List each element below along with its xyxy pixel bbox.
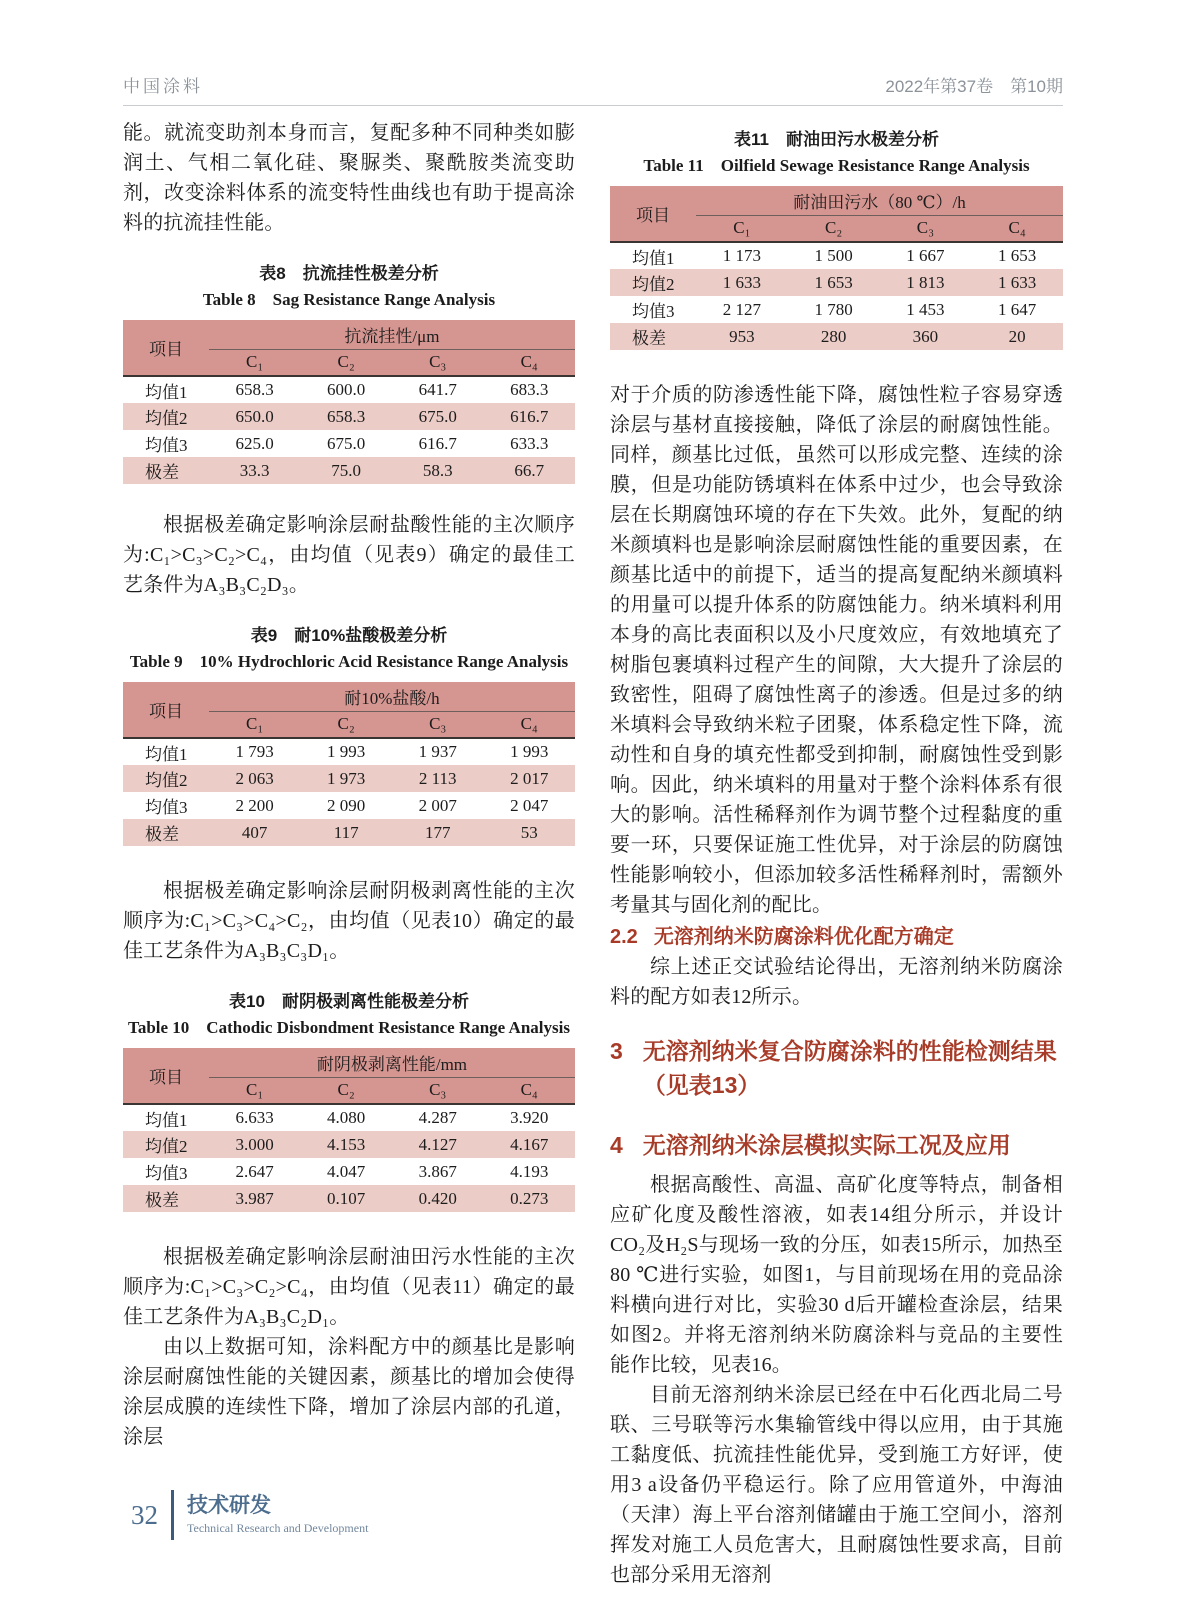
cell-value: 4.153 xyxy=(327,1134,366,1154)
cell-value: 1 653 xyxy=(998,246,1037,265)
column-header-span: 耐油田污水（80 ℃）/h xyxy=(696,186,1063,215)
cell-value: 4.167 xyxy=(510,1134,549,1154)
cell-value: 1 993 xyxy=(510,742,549,761)
cell-value: 280 xyxy=(820,326,847,346)
table10-block xyxy=(123,988,575,1212)
cell-value: 2 017 xyxy=(510,768,549,788)
table-row xyxy=(123,765,575,792)
cell-value: 1 793 xyxy=(235,742,274,761)
table-row xyxy=(123,819,575,846)
footer-section-cn: 技术研发 xyxy=(187,1494,271,1517)
section-title: 无溶剂纳米涂层模拟实际工况及应用 xyxy=(642,1132,1011,1158)
paragraph-section-4-b: 目前无溶剂纳米涂层已经在中石化西北局二号联、三号联等污水集输管线中得以应用，由于其施工黏度低、抗流挂性能优异，受到施工方好评，使用3 a设备仍平稳运行。除了应用管道外，中海油（天津）海上平台溶剂储罐由于施工空间小，溶剂挥发对施工人员危害大，且耐腐蚀性要求高，目前也部分采用无溶剂 xyxy=(610,1384,1063,1586)
cell-value: 2 113 xyxy=(418,768,457,788)
cell-value: 2 127 xyxy=(722,299,762,319)
column-header-c1: C₁ xyxy=(696,215,788,242)
table11-caption-cn: 表11 耐油田污水极差分析 xyxy=(734,130,939,149)
cell-value: 2 047 xyxy=(510,795,549,815)
section-number: 4 xyxy=(610,1132,623,1158)
cell-value: 658.3 xyxy=(327,406,366,426)
cell-value: 1 633 xyxy=(722,272,762,292)
cell-value: 658.3 xyxy=(235,380,274,399)
section-number: 3 xyxy=(610,1038,623,1064)
table9 xyxy=(123,682,575,846)
table-row xyxy=(123,403,575,430)
paragraph-after-table8: 根据极差确定影响涂层耐盐酸性能的主次顺序为:C₁>C₃>C₂>C₄，由均值（见表9）确定的最佳工艺条件为A₃B₃C₂D₃。 xyxy=(123,514,575,596)
paragraph-after-table9: 根据极差确定影响涂层耐阴极剥离性能的主次顺序为:C₁>C₃>C₄>C₂，由均值（见表10）确定的最佳工艺条件为A₃B₃C₃D₁。 xyxy=(123,880,575,962)
cell-value: 407 xyxy=(241,822,268,842)
cell-value: 675.0 xyxy=(418,406,457,426)
paragraph-conclusion: 由以上数据可知，涂料配方中的颜基比是影响涂层耐腐蚀性能的关键因素，颜基比的增加会使得涂层成膜的连续性下降，增加了涂层内部的孔道，涂层 xyxy=(123,1336,575,1448)
column-header-c4: C₄ xyxy=(971,215,1063,242)
table-row xyxy=(123,1185,575,1212)
table9-caption xyxy=(123,622,575,675)
footer-divider xyxy=(171,1490,174,1540)
cell-value: 600.0 xyxy=(327,380,366,399)
cell-value: 0.273 xyxy=(510,1188,549,1208)
column-header-c4: C₄ xyxy=(483,349,575,376)
column-header-c2: C₂ xyxy=(300,349,392,376)
table-row xyxy=(123,1104,575,1131)
paragraph-intro: 能。就流变助剂本身而言，复配多种不同种类如膨润土、气相二氧化硅、聚脲类、聚酰胺类流变助剂，改变涂料体系的流变特性曲线也有助于提高涂料的抗流挂性能。 xyxy=(123,122,575,234)
paragraph-after-table10: 根据极差确定影响涂层耐油田污水性能的主次顺序为:C₁>C₃>C₂>C₄，由均值（见表11）确定的最佳工艺条件为A₃B₃C₂D₁。 xyxy=(123,1246,575,1328)
cell-value: 117 xyxy=(333,822,359,842)
table10-caption xyxy=(123,988,575,1041)
table-row xyxy=(610,242,1063,269)
cell-value: 641.7 xyxy=(418,380,457,399)
cell-value: 2 090 xyxy=(327,795,366,815)
column-header-c3: C₃ xyxy=(880,215,972,242)
cell-value: 616.7 xyxy=(510,406,549,426)
table-row xyxy=(123,1158,575,1185)
column-header-span: 耐阴极剥离性能/mm xyxy=(209,1048,575,1077)
journal-name: 中国涂料 xyxy=(123,77,203,96)
column-header-c2: C₂ xyxy=(300,711,392,738)
cell-value: 1 653 xyxy=(814,272,853,292)
right-column xyxy=(610,118,1063,1590)
table8-block xyxy=(123,260,575,484)
row-label: 均值2 xyxy=(145,1137,188,1156)
cell-value: 53 xyxy=(520,822,538,842)
cell-value: 58.3 xyxy=(422,460,453,480)
column-header-c1: C₁ xyxy=(209,711,301,738)
cell-value: 953 xyxy=(729,326,755,346)
table8-caption-cn: 表8 抗流挂性极差分析 xyxy=(259,264,439,283)
paragraph-discussion: 对于介质的防渗透性能下降，腐蚀性粒子容易穿透涂层与基材直接接触，降低了涂层的耐腐蚀性能。同样，颜基比过低，虽然可以形成完整、连续的涂膜，但是功能防锈填料在体系中过少，也会导致涂层在长期腐蚀环境的存在下失效。此外，复配的纳米颜填料也是影响涂层耐腐蚀性能的重要因素，在颜基比适中的前提下，适当的提高复配纳米颜填料的用量可以提升体系的防腐蚀能力。纳米填料利用本身的高比表面积以及小尺度效应，有效地填充了树脂包裹填料过程产生的间隙，大大提升了涂层的致密性，阻碍了腐蚀性离子的渗透。但是过多的纳米填料会导致纳米粒子团聚，体系稳定性下降，流动性和自身的填充性都受到抑制，耐腐蚀性受到影响。因此，纳米填料的用量对于整个涂料体系有很大的影响。活性稀释剂作为调节整个过程黏度的重要一环，只要保证施工性优异，对于涂层的防腐蚀性能影响较小，但添加较多活性稀释剂时，需额外考量其与固化剂的配比。 xyxy=(610,384,1063,916)
table-row xyxy=(123,376,575,403)
cell-value: 75.0 xyxy=(331,460,362,480)
column-header-c1: C₁ xyxy=(209,349,301,376)
cell-value: 1 813 xyxy=(906,272,945,292)
cell-value: 1 993 xyxy=(327,742,366,761)
cell-value: 1 633 xyxy=(998,272,1037,292)
cell-value: 4.287 xyxy=(418,1108,457,1127)
cell-value: 33.3 xyxy=(239,460,270,480)
row-label: 均值3 xyxy=(145,1164,188,1183)
cell-value: 1 173 xyxy=(722,246,762,265)
cell-value: 6.633 xyxy=(235,1108,274,1127)
table-row xyxy=(123,738,575,765)
section-4-heading xyxy=(610,1128,1063,1162)
cell-value: 1 937 xyxy=(418,742,457,761)
table-row xyxy=(610,269,1063,296)
cell-value: 1 667 xyxy=(906,246,945,265)
table-row xyxy=(123,457,575,484)
cell-value: 0.107 xyxy=(327,1188,366,1208)
cell-value: 3.000 xyxy=(235,1134,274,1154)
table9-block xyxy=(123,622,575,846)
cell-value: 625.0 xyxy=(235,433,274,453)
cell-value: 4.080 xyxy=(327,1108,366,1127)
cell-value: 0.420 xyxy=(418,1188,457,1208)
cell-value: 66.7 xyxy=(514,460,545,480)
cell-value: 360 xyxy=(912,326,939,346)
paragraph-section-2-2: 综上述正交试验结论得出，无溶剂纳米防腐涂料的配方如表12所示。 xyxy=(610,956,1063,1008)
column-header-c3: C₃ xyxy=(392,711,484,738)
table9-caption-en: Table 9 10% Hydrochloric Acid Resistance Range Analysis xyxy=(129,652,569,671)
column-header-c2: C₂ xyxy=(788,215,880,242)
section-2-2-heading xyxy=(610,922,1063,952)
row-label: 极差 xyxy=(145,463,179,482)
table11 xyxy=(610,186,1063,350)
cell-value: 4.127 xyxy=(418,1134,457,1154)
cell-value: 633.3 xyxy=(510,433,549,453)
column-header-c1: C₁ xyxy=(209,1077,301,1104)
cell-value: 1 780 xyxy=(814,299,853,319)
section-3-heading xyxy=(610,1034,1063,1102)
paragraph-section-4-a: 根据高酸性、高温、高矿化度等特点，制备相应矿化度及酸性溶液，如表14组分所示，并设计CO₂及H₂S与现场一致的分压，如表15所示，加热至80 ℃进行实验，如图1，与目前现场在用的竞品涂料横向进行对比，实验30 d后开罐检查涂层，结果如图2。并将无溶剂纳米防腐涂料与竞品的主要性能作比较，见表16。 xyxy=(610,1174,1063,1376)
table-row xyxy=(123,792,575,819)
section-title: 无溶剂纳米防腐涂料优化配方确定 xyxy=(653,926,954,948)
column-header-c4: C₄ xyxy=(483,1077,575,1104)
cell-value: 3.987 xyxy=(235,1188,274,1208)
table8-caption-en: Table 8 Sag Resistance Range Analysis xyxy=(202,290,496,309)
row-label: 极差 xyxy=(632,329,666,348)
footer-section-en: Technical Research and Development xyxy=(187,1521,369,1535)
cell-value: 1 453 xyxy=(906,299,945,319)
cell-value: 20 xyxy=(1008,326,1026,346)
column-header-item: 项目 xyxy=(123,320,209,376)
row-label: 均值2 xyxy=(632,275,675,294)
footer-section xyxy=(187,1493,368,1537)
page-footer xyxy=(131,1490,368,1540)
cell-value: 2.647 xyxy=(235,1161,274,1181)
table10-caption-en: Table 10 Cathodic Disbondment Resistance Range Analysis xyxy=(128,1018,570,1037)
section-number: 2.2 xyxy=(610,926,638,948)
row-label: 极差 xyxy=(145,825,179,844)
table11-caption-en: Table 11 Oilfield Sewage Resistance Range Analysis xyxy=(643,156,1030,175)
table8-caption xyxy=(123,260,575,313)
column-header-item: 项目 xyxy=(123,682,209,738)
row-label: 均值1 xyxy=(145,744,188,764)
table-row xyxy=(610,296,1063,323)
row-label: 均值2 xyxy=(145,771,188,790)
table9-caption-cn: 表9 耐10%盐酸极差分析 xyxy=(250,626,448,645)
column-header-item: 项目 xyxy=(123,1048,209,1104)
running-head xyxy=(123,72,1063,106)
cell-value: 650.0 xyxy=(235,406,274,426)
cell-value: 675.0 xyxy=(327,433,366,453)
table11-block xyxy=(610,126,1063,350)
cell-value: 1 973 xyxy=(327,768,366,788)
table-row xyxy=(610,323,1063,350)
column-header-c4: C₄ xyxy=(483,711,575,738)
column-header-span: 抗流挂性/μm xyxy=(209,320,575,349)
issue-info: 2022年第37卷 第10期 xyxy=(885,77,1063,96)
column-header-c2: C₂ xyxy=(300,1077,392,1104)
section-title: 无溶剂纳米复合防腐涂料的性能检测结果（见表13） xyxy=(642,1038,1057,1098)
page-number: 32 xyxy=(131,1499,158,1530)
table8 xyxy=(123,320,575,484)
cell-value: 3.867 xyxy=(418,1161,457,1181)
row-label: 均值3 xyxy=(145,798,188,817)
cell-value: 616.7 xyxy=(418,433,457,453)
cell-value: 2 007 xyxy=(418,795,457,815)
cell-value: 4.047 xyxy=(327,1161,366,1181)
cell-value: 2 200 xyxy=(235,795,274,815)
column-header-c3: C₃ xyxy=(392,349,484,376)
row-label: 均值3 xyxy=(145,436,188,455)
row-label: 均值2 xyxy=(145,409,188,428)
cell-value: 177 xyxy=(424,822,451,842)
row-label: 均值1 xyxy=(632,248,675,268)
row-label: 极差 xyxy=(145,1191,179,1210)
cell-value: 2 063 xyxy=(235,768,274,788)
table-row xyxy=(123,430,575,457)
row-label: 均值1 xyxy=(145,382,188,402)
column-header-span: 耐10%盐酸/h xyxy=(209,682,575,711)
column-header-item: 项目 xyxy=(610,186,696,242)
cell-value: 1 500 xyxy=(814,246,853,265)
table-row xyxy=(123,1131,575,1158)
cell-value: 3.920 xyxy=(510,1108,549,1127)
table10 xyxy=(123,1048,575,1212)
cell-value: 1 647 xyxy=(998,299,1037,319)
left-column xyxy=(123,118,575,1452)
row-label: 均值1 xyxy=(145,1110,188,1130)
cell-value: 4.193 xyxy=(510,1161,549,1181)
column-header-c3: C₃ xyxy=(392,1077,484,1104)
table11-caption xyxy=(610,126,1063,179)
table10-caption-cn: 表10 耐阴极剥离性能极差分析 xyxy=(229,992,469,1011)
row-label: 均值3 xyxy=(632,302,675,321)
cell-value: 683.3 xyxy=(510,380,549,399)
